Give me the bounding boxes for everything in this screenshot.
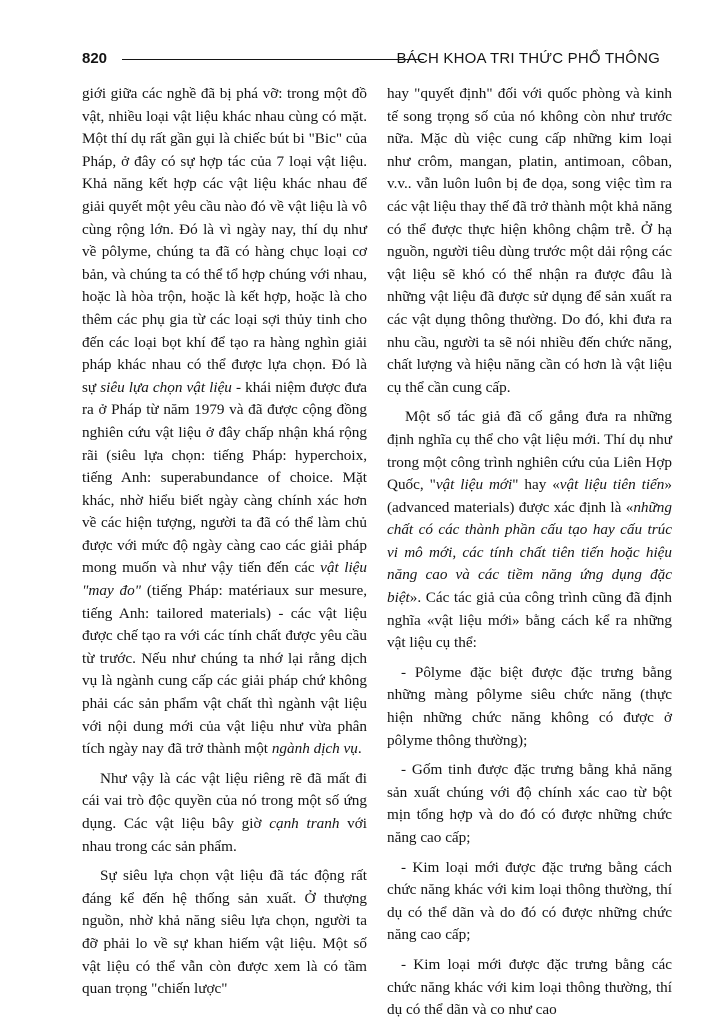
right-column (387, 83, 672, 1022)
header-rule (122, 59, 424, 60)
list-item: - Pôlyme đặc biệt được đặc trưng bằng những màng pôlyme siêu chức năng (thực hiện những chức năng không có được ở pôlyme thông thường); (387, 663, 672, 749)
running-header (82, 50, 660, 72)
list-item: - Gốm tinh được đặc trưng bằng khả năng sản xuất chúng với độ chính xác cao từ bột mịn tổng hợp và do đó có được những chức năng cao cấp; (387, 761, 672, 846)
left-column (82, 83, 367, 1001)
list-item: - Kim loại mới được đặc trưng bằng cách chức năng khác với kim loại thông thường, thí dụ có thể dãn và do đó có được những chức năng cao cấp; (387, 858, 672, 944)
paragraph: Sự siêu lựa chọn vật liệu đã tác động rất đáng kể đến hệ thống sản xuất. Ở thượng nguồn, nhờ khả năng siêu lựa chọn, người ta đỡ phải lo về sự khan hiếm vật liệu. Một số vật liệu có thể vẫn còn được xem là có tầm quan trọng "chiến lược" (82, 867, 367, 998)
paragraph: giới giữa các nghề đã bị phá vỡ: trong một đồ vật, nhiều loại vật liệu khác nhau cùng có mặt. Một thí dụ rất gần gụi là chiếc bút bi "Bic" của Pháp, ở đây có sự hợp tác của 7 loại vật liệu. Khả năng kết hợp các vật liệu khác nhau để giải quyết một yêu cầu nào đó về vật liệu là vô cùng rộng lớn. Đó là vì ngày nay, thí dụ như về pôlyme, chúng ta đã có hàng chục loại cơ bản, và chúng ta có thể tổ hợp chúng với nhau, hoặc là hòa trộn, hoặc là kết hợp, hoặc là cho thêm các phụ gia từ các loại sợi thủy tinh cho đến các loại bọt khí để tạo ra hàng nghìn giải pháp khác nhau có thể được lựa chọn. Đó là sự siêu lựa chọn vật liệu - khái niệm được đưa ra ở Pháp từ năm 1979 và đã được cộng đồng nghiên cứu vật liệu ở đây chấp nhận khá rộng rãi (siêu lựa chọn: tiếng Pháp: hyperchoix, tiếng Anh: superabundance of choice. Mặt khác, nhờ hiểu biết ngày càng chính xác hơn về các hiện tượng, người ta đã có thể làm chủ được với mức độ ngày càng cao các giải pháp mong muốn và như vậy tiến đến các vật liệu "may đo" (tiếng Pháp: matériaux sur mesure, tiếng Anh: tailored materials) - các vật liệu được chế tạo ra với các tính chất được yêu cầu từ trước. Nếu như chúng ta nhớ lại rằng dịch vụ là ngành cung cấp các giải pháp chứ không phải các sản phẩm vật chất thì ngành vật liệu với nội dung mới của vật liệu như vừa phân tích ngày nay đã trở thành một ngành dịch vụ. (82, 85, 368, 758)
page-number: 820 (82, 50, 108, 67)
running-title: BÁCH KHOA TRI THỨC PHỔ THÔNG (396, 50, 660, 67)
list-item: - Kim loại mới được đặc trưng bằng các chức năng khác với kim loại thông thường, thí dụ có thể dãn và co như cao (387, 955, 672, 1019)
paragraph: hay "quyết định" đối với quốc phòng và kinh tế song trọng số của nó không còn như trước nữa. Mặc dù việc cung cấp những kim loại như crôm, mangan, platin, antimoan, côban, v.v.. vẫn luôn luôn bị đe dọa, song việc tìm ra các vật liệu thay thế đã trở thành một khả năng có thể được thực hiện không chậm trễ. Ở hạ nguồn, người tiêu dùng trước một dải rộng các vật liệu sẽ khó có thể nhận ra được đâu là những vật liệu đã được sử dụng để sản xuất ra các vật dụng thông thường. Do đó, khi đưa ra nhu cầu, người ta sẽ nói nhiều đến chức năng, chất lượng và hiệu năng cần có hơn là vật liệu cụ thể cần cung cấp. (387, 85, 672, 396)
paragraph: Một số tác giả đã cố gắng đưa ra những định nghĩa cụ thể cho vật liệu mới. Thí dụ như trong một công trình nghiên cứu của Liên Hợp Quốc, "vật liệu mới" hay «vật liệu tiên tiến» (advanced materials) được xác định là «những chất có các thành phần cấu tạo hay cấu trúc vi mô mới, các tính chất tiên tiến hoặc hiệu năng cao và các tiềm năng ứng dụng đặc biệt». Các tác giả của công trình cũng đã định nghĩa «vật liệu mới» bằng cách kể ra những vật liệu cụ thể: (387, 408, 672, 652)
paragraph: Như vậy là các vật liệu riêng rẽ đã mất đi cái vai trò độc quyền của nó trong một số ứng dụng. Các vật liệu bây giờ cạnh tranh với nhau trong các sản phẩm. (82, 769, 367, 855)
